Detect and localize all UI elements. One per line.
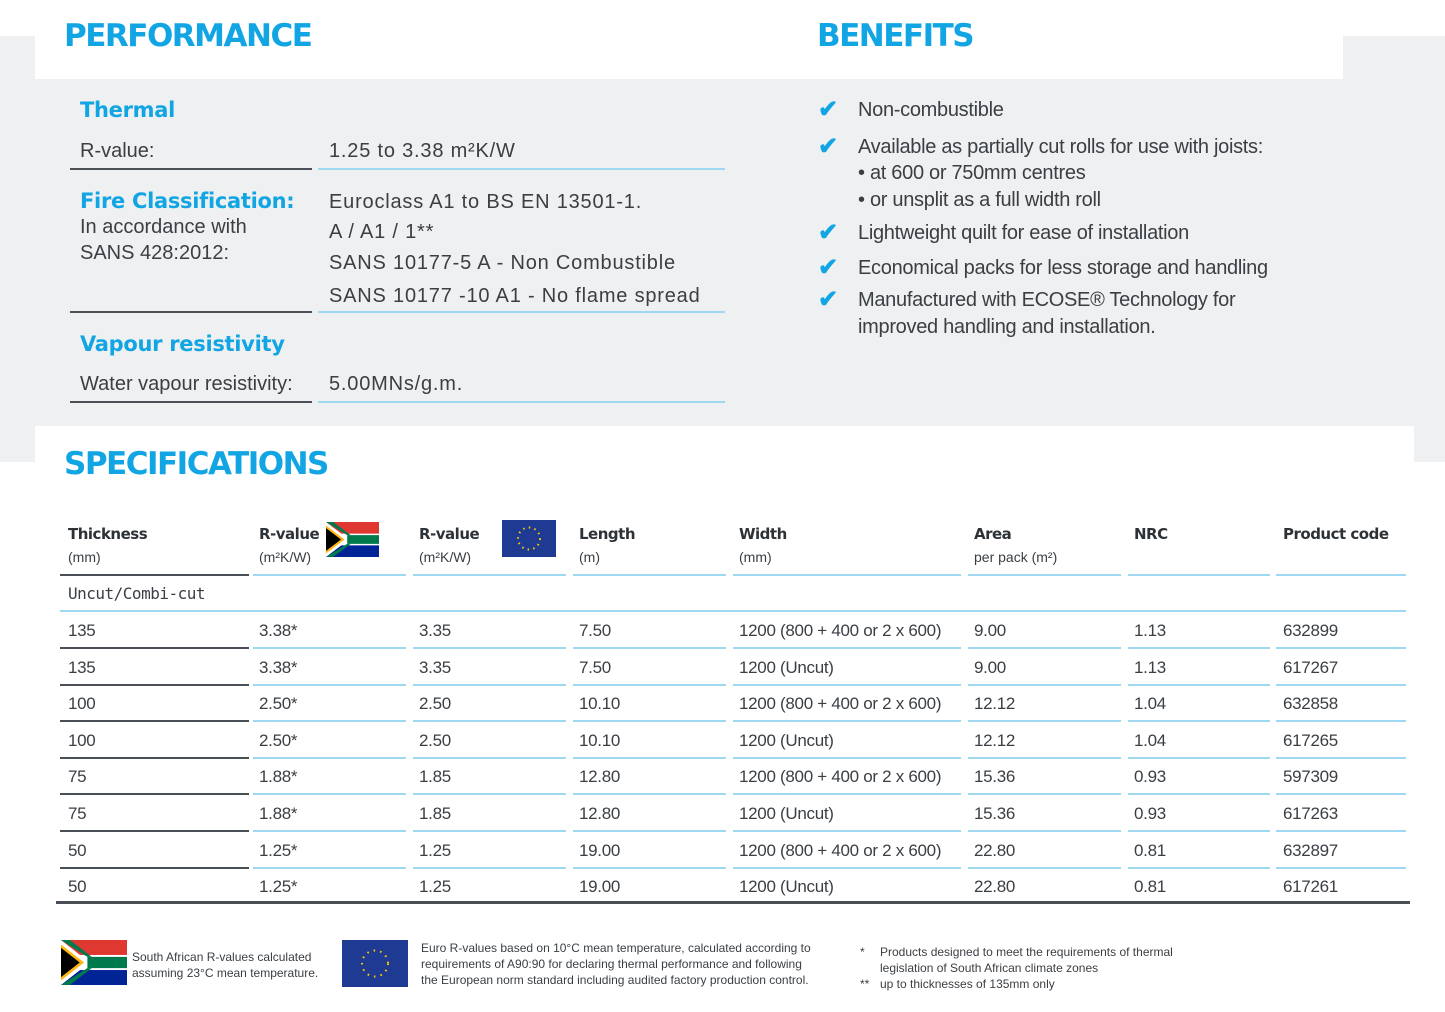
width-cell: 1200 (800 + 400 or 2 x 600)	[739, 621, 942, 640]
row-rule	[968, 684, 1121, 686]
eu-note-line-1: Euro R-values based on 10°C mean temperature, calculated according to	[421, 941, 811, 955]
header-length: Length	[579, 525, 635, 543]
row-rule	[1276, 647, 1406, 649]
row-rule	[733, 830, 961, 832]
length-cell: 12.80	[579, 804, 621, 823]
thickness-cell: 50	[68, 877, 87, 896]
rvalue-rule-left	[70, 168, 312, 170]
header-rule-col-8	[1276, 574, 1406, 576]
row-rule	[253, 684, 406, 686]
width-cell: 1200 (Uncut)	[739, 658, 834, 677]
row-rule	[733, 793, 961, 795]
sa-note-line-2: assuming 23°C mean temperature.	[132, 966, 319, 980]
header-rvalue-eu-unit: (m²K/W)	[419, 549, 472, 565]
rvalue-eu-cell: 1.85	[419, 804, 451, 823]
row-rule	[573, 793, 726, 795]
length-cell: 12.80	[579, 767, 621, 786]
row-rule	[60, 830, 249, 832]
fire-value-line-3: SANS 10177-5 A - Non Combustible	[329, 252, 676, 274]
south-africa-flag-icon	[61, 940, 127, 985]
row-rule	[573, 830, 726, 832]
rvalue-sa-cell: 2.50*	[259, 731, 298, 750]
benefit-3-line-1: Lightweight quilt for ease of installation	[858, 222, 1189, 244]
vapour-rule-right	[318, 401, 725, 403]
rvalue-eu-cell: 3.35	[419, 658, 451, 677]
product-code-cell: 632899	[1283, 621, 1338, 640]
rvalue-sa-cell: 1.88*	[259, 804, 298, 823]
product-code-cell: 617263	[1283, 804, 1338, 823]
row-rule	[1276, 757, 1406, 759]
width-cell: 1200 (800 + 400 or 2 x 600)	[739, 767, 942, 786]
table-bottom-rule	[56, 901, 1410, 904]
header-area-unit: per pack (m²)	[974, 549, 1058, 565]
vapour-value: 5.00MNs/g.m.	[329, 373, 464, 395]
width-cell: 1200 (800 + 400 or 2 x 600)	[739, 694, 942, 713]
rvalue-eu-cell: 3.35	[419, 621, 451, 640]
header-width-unit: (mm)	[739, 549, 772, 565]
thickness-cell: 75	[68, 804, 87, 823]
header-rule-col-3	[413, 574, 566, 576]
nrc-cell: 1.04	[1134, 731, 1166, 750]
nrc-cell: 0.93	[1134, 767, 1166, 786]
product-code-cell: 632858	[1283, 694, 1338, 713]
benefit-2-line-1: Available as partially cut rolls for use with joists:	[858, 136, 1264, 158]
benefit-2-line-3: • or unsplit as a full width roll	[858, 189, 1101, 211]
row-rule	[1128, 830, 1270, 832]
star-marker-2: **	[860, 977, 870, 991]
header-thickness-unit: (mm)	[68, 549, 101, 565]
row-rule	[1128, 867, 1270, 869]
row-rule	[573, 684, 726, 686]
length-cell: 10.10	[579, 694, 621, 713]
rvalue-eu-cell: 1.25	[419, 877, 451, 896]
header-rule-col-7	[1128, 574, 1270, 576]
group-row-rule	[60, 610, 1406, 612]
row-rule	[1128, 757, 1270, 759]
width-cell: 1200 (800 + 400 or 2 x 600)	[739, 841, 942, 860]
check-icon: ✔	[818, 254, 839, 281]
row-rule	[1276, 793, 1406, 795]
fire-classification-heading: Fire Classification:	[80, 189, 295, 213]
area-cell: 15.36	[974, 767, 1016, 786]
row-rule	[413, 684, 566, 686]
width-cell: 1200 (Uncut)	[739, 731, 834, 750]
nrc-cell: 1.13	[1134, 621, 1166, 640]
width-cell: 1200 (Uncut)	[739, 804, 834, 823]
header-rule-col-5	[733, 574, 961, 576]
header-rvalue-sa-unit: (m²K/W)	[259, 549, 312, 565]
row-rule	[573, 720, 726, 722]
row-rule	[60, 757, 249, 759]
row-rule	[733, 647, 961, 649]
row-rule	[253, 867, 406, 869]
rvalue-sa-cell: 3.38*	[259, 658, 298, 677]
row-rule	[1128, 684, 1270, 686]
eu-flag-icon	[502, 520, 556, 557]
row-rule	[968, 757, 1121, 759]
rvalue-rule-right	[318, 168, 725, 170]
header-rule-col-6	[968, 574, 1121, 576]
benefit-5-line-1: Manufactured with ECOSE® Technology for	[858, 289, 1236, 311]
row-rule	[968, 720, 1121, 722]
row-rule	[573, 647, 726, 649]
row-rule	[253, 830, 406, 832]
header-rule-col-4	[573, 574, 726, 576]
rvalue-sa-cell: 1.25*	[259, 841, 298, 860]
row-rule	[253, 793, 406, 795]
rvalue-eu-cell: 1.85	[419, 767, 451, 786]
row-rule	[968, 867, 1121, 869]
row-rule	[413, 720, 566, 722]
row-rule	[1128, 720, 1270, 722]
header-thickness: Thickness	[68, 525, 148, 543]
area-cell: 22.80	[974, 877, 1016, 896]
eu-note-line-3: the European norm standard including audited factory production control.	[421, 973, 809, 987]
star-note-line-2: legislation of South African climate zones	[880, 961, 1099, 975]
row-rule	[1276, 720, 1406, 722]
vapour-resistivity-heading: Vapour resistivity	[80, 332, 285, 356]
length-cell: 7.50	[579, 658, 611, 677]
product-code-cell: 617261	[1283, 877, 1338, 896]
nrc-cell: 0.93	[1134, 804, 1166, 823]
benefit-2-line-2: • at 600 or 750mm centres	[858, 162, 1086, 184]
group-row-label-cell	[60, 576, 249, 611]
benefit-5-line-2: improved handling and installation.	[858, 316, 1156, 338]
fire-value-line-2: A / A1 / 1**	[329, 221, 435, 243]
row-rule	[968, 647, 1121, 649]
nrc-cell: 1.13	[1134, 658, 1166, 677]
row-rule	[573, 867, 726, 869]
star-note-line-3: up to thicknesses of 135mm only	[880, 977, 1055, 991]
length-cell: 10.10	[579, 731, 621, 750]
check-icon: ✔	[818, 219, 839, 246]
star-marker-1: *	[860, 945, 865, 959]
header-product-code: Product code	[1283, 525, 1389, 543]
rvalue-label: R-value:	[80, 140, 155, 162]
row-rule	[413, 867, 566, 869]
row-rule	[733, 867, 961, 869]
row-rule	[60, 720, 249, 722]
group-label: Uncut/Combi-cut	[68, 584, 205, 603]
header-area: Area	[974, 525, 1012, 543]
nrc-cell: 0.81	[1134, 877, 1166, 896]
rvalue-sa-cell: 1.25*	[259, 877, 298, 896]
check-icon: ✔	[818, 96, 839, 123]
rvalue-sa-cell: 3.38*	[259, 621, 298, 640]
eu-note-line-2: requirements of A90:90 for declaring thermal performance and following	[421, 957, 802, 971]
thickness-cell: 75	[68, 767, 87, 786]
area-cell: 12.12	[974, 731, 1016, 750]
south-africa-flag-icon	[326, 522, 379, 557]
length-cell: 7.50	[579, 621, 611, 640]
row-rule	[253, 757, 406, 759]
row-rule	[968, 793, 1121, 795]
row-rule	[413, 647, 566, 649]
row-rule	[413, 830, 566, 832]
header-nrc: NRC	[1134, 525, 1168, 543]
sa-note-line-1: South African R-values calculated	[132, 950, 312, 964]
row-rule	[733, 757, 961, 759]
area-cell: 9.00	[974, 621, 1006, 640]
nrc-cell: 0.81	[1134, 841, 1166, 860]
benefit-4-line-1: Economical packs for less storage and handling	[858, 257, 1268, 279]
fire-label-line-1: In accordance with	[80, 216, 247, 238]
product-code-cell: 597309	[1283, 767, 1338, 786]
row-rule	[968, 830, 1121, 832]
row-rule	[733, 684, 961, 686]
row-rule	[573, 757, 726, 759]
row-rule	[1128, 793, 1270, 795]
row-rule	[733, 720, 961, 722]
specifications-title: SPECIFICATIONS	[64, 446, 328, 482]
rvalue-sa-cell: 2.50*	[259, 694, 298, 713]
star-note-line-1: Products designed to meet the requirements of thermal	[880, 945, 1173, 959]
fire-value-line-4: SANS 10177 -10 A1 - No flame spread	[329, 285, 701, 307]
row-rule	[413, 757, 566, 759]
product-code-cell: 617265	[1283, 731, 1338, 750]
thermal-heading: Thermal	[80, 98, 176, 122]
thickness-cell: 100	[68, 694, 96, 713]
product-code-cell: 617267	[1283, 658, 1338, 677]
row-rule	[60, 867, 249, 869]
row-rule	[253, 647, 406, 649]
length-cell: 19.00	[579, 841, 621, 860]
rvalue-sa-cell: 1.88*	[259, 767, 298, 786]
header-rvalue-eu: R-value	[419, 525, 480, 543]
rvalue-value: 1.25 to 3.38 m²K/W	[329, 140, 516, 162]
area-cell: 15.36	[974, 804, 1016, 823]
thickness-cell: 100	[68, 731, 96, 750]
rvalue-eu-cell: 1.25	[419, 841, 451, 860]
fire-value-line-1: Euroclass A1 to BS EN 13501-1.	[329, 191, 643, 213]
thickness-cell: 135	[68, 658, 96, 677]
length-cell: 19.00	[579, 877, 621, 896]
area-cell: 22.80	[974, 841, 1016, 860]
thickness-cell: 50	[68, 841, 87, 860]
row-rule	[253, 720, 406, 722]
vapour-rule-left	[70, 401, 312, 403]
fire-label-line-2: SANS 428:2012:	[80, 242, 229, 264]
check-icon: ✔	[818, 133, 839, 160]
header-rule-col-2	[253, 574, 406, 576]
rvalue-eu-cell: 2.50	[419, 731, 451, 750]
performance-title: PERFORMANCE	[64, 18, 312, 54]
rvalue-eu-cell: 2.50	[419, 694, 451, 713]
row-rule	[1276, 684, 1406, 686]
nrc-cell: 1.04	[1134, 694, 1166, 713]
benefits-title: BENEFITS	[817, 18, 974, 54]
row-rule	[1276, 830, 1406, 832]
header-length-unit: (m)	[579, 549, 600, 565]
eu-flag-icon	[342, 940, 408, 987]
fire-rule-right	[318, 311, 725, 313]
fire-rule-left	[70, 311, 312, 313]
row-rule	[60, 647, 249, 649]
thickness-cell: 135	[68, 621, 96, 640]
benefit-1-line-1: Non-combustible	[858, 99, 1004, 121]
row-rule	[60, 793, 249, 795]
row-rule	[413, 793, 566, 795]
row-rule	[1128, 647, 1270, 649]
width-cell: 1200 (Uncut)	[739, 877, 834, 896]
area-cell: 9.00	[974, 658, 1006, 677]
area-cell: 12.12	[974, 694, 1016, 713]
row-rule	[60, 684, 249, 686]
check-icon: ✔	[818, 286, 839, 313]
row-rule	[1276, 867, 1406, 869]
vapour-label: Water vapour resistivity:	[80, 373, 293, 395]
product-code-cell: 632897	[1283, 841, 1338, 860]
header-rvalue-sa: R-value	[259, 525, 320, 543]
header-width: Width	[739, 525, 787, 543]
